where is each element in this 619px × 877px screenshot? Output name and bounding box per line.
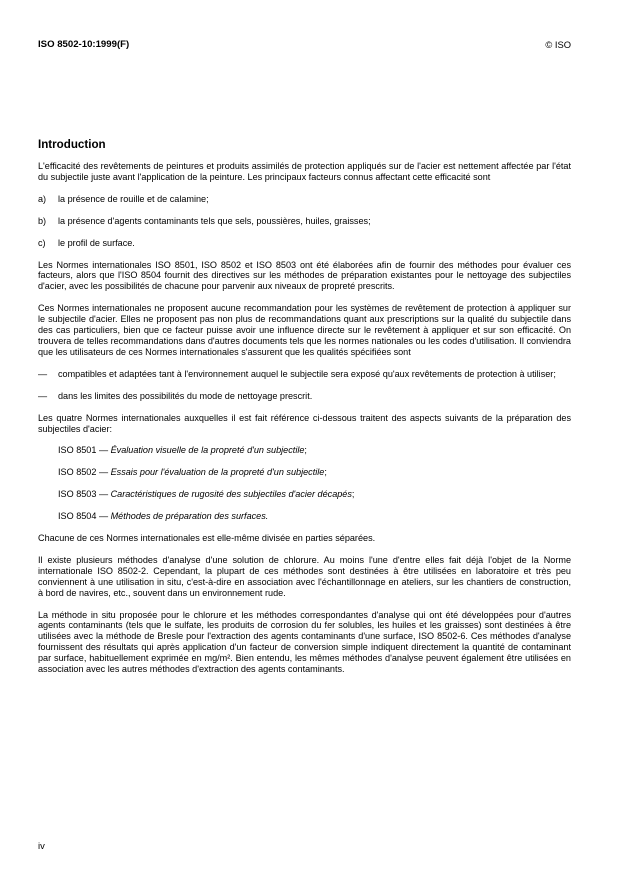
- dash-text: compatibles et adaptées tant à l'environnement auquel le subjectile sera exposé qu'aux revêtements de protection à utiliser;: [58, 368, 556, 379]
- paragraph: Ces Normes internationales ne proposent aucune recommandation pour les systèmes de revêtement de protection à appliquer sur le subjectile d'acier. Elles ne proposent pas non plus de recommandations quant aux prescriptions sur la qualité du subjectile dans des cas particuliers, bien que ce facteur puisse avoir une influence directe sur le revêtement à appliquer et sur son efficacité. On trouvera de telles recommandations dans d'autres documents tels que les normes nationales ou les codes d'utilisation. Il conviendra que les utilisateurs de ces Normes internationales s'assurent que les qualités spécifiées sont: [38, 303, 571, 357]
- standard-title: Caractéristiques de rugosité des subjectiles d'acier décapés: [110, 489, 352, 500]
- dash-item: [38, 369, 571, 380]
- list-item: [38, 238, 571, 249]
- standard-item: [58, 511, 571, 522]
- dash-item: [38, 391, 571, 402]
- standard-end: ;: [304, 445, 307, 456]
- standard-item: [58, 489, 571, 500]
- paragraph: Les quatre Normes internationales auxquelles il est fait référence ci-dessous traitent des aspects suivants de la préparation des subjectiles d'acier:: [38, 412, 571, 434]
- standard-code: ISO 8504 —: [58, 511, 111, 522]
- dash-text: dans les limites des possibilités du mode de nettoyage prescrit.: [58, 390, 313, 401]
- standard-code: ISO 8503 —: [58, 489, 111, 500]
- paragraph: La méthode in situ proposée pour le chlorure et les méthodes correspondantes d'analyse qui ont été développées pour d'autres agents contaminants (tels que le sulfate, les produits de corrosion du fer solubles, les huiles et les graisses) sont destinées à être utilisées avec la méthode de Bresle pour l'extraction des agents contaminants d'une surface, ISO 8502-6. Ces méthodes d'analyse fournissent des résultats qui après application d'un facteur de conversion simple indiquent directement la quantité de contaminant par surface, habituellement exprimée en mg/m². Bien entendu, les mêmes méthodes d'analyse peuvent également être utilisées en association avec les autres méthodes d'extraction des agents contaminants.: [38, 609, 571, 675]
- intro-paragraph: L'efficacité des revêtements de peintures et produits assimilés de protection appliqués sur de l'acier est nettement affectée par l'état du subjectile juste avant l'application de la peinture. Les principaux facteurs connus affectant cette efficacité sont: [38, 161, 571, 182]
- list-item: [38, 194, 571, 205]
- list-item: [38, 216, 571, 227]
- standard-end: ;: [351, 489, 355, 500]
- paragraph: Les Normes internationales ISO 8501, ISO 8502 et ISO 8503 ont été élaborées afin de fournir des méthodes pour évaluer ces facteurs, alors que l'ISO 8504 fournit des directives sur les méthodes de préparation existantes pour le nettoyage des subjectiles d'acier, avec les possibilités de chacune pour parvenir aux niveaux de propreté prescrits.: [38, 259, 571, 292]
- standard-end: ;: [324, 467, 327, 478]
- dash-label: —: [38, 390, 48, 401]
- standard-title: Méthodes de préparation des surfaces.: [110, 511, 269, 522]
- standard-title: Évaluation visuelle de la propreté d'un subjectile: [110, 445, 305, 456]
- standard-title: Essais pour l'évaluation de la propreté d'un subjectile: [110, 467, 325, 478]
- list-label: c): [38, 237, 46, 248]
- list-text: la présence d'agents contaminants tels que sels, poussières, huiles, graisses;: [58, 215, 371, 226]
- paragraph: Chacune de ces Normes internationales est elle-même divisée en parties séparées.: [38, 533, 376, 544]
- copyright-mark: © ISO: [545, 39, 571, 50]
- list-label: b): [38, 215, 47, 226]
- page-number: iv: [38, 840, 45, 851]
- list-text: la présence de rouille et de calamine;: [58, 193, 209, 204]
- dash-label: —: [38, 368, 48, 379]
- list-text: le profil de surface.: [58, 237, 135, 248]
- section-title: Introduction: [38, 138, 106, 151]
- document-body: [38, 138, 571, 686]
- list-label: a): [38, 193, 47, 204]
- standard-code: ISO 8501 —: [58, 445, 111, 456]
- standard-code: ISO 8502 —: [58, 467, 111, 478]
- document-number: ISO 8502-10:1999(F): [38, 39, 130, 50]
- paragraph: Il existe plusieurs méthodes d'analyse d'une solution de chlorure. Au moins l'une d'entre elles fait déjà l'objet de la Norme internationale ISO 8502-2. Cependant, la plupart de ces méthodes sont destinées à être utilisées en laboratoire et très peu conviennent à une utilisation in situ, c'est-à-dire en association avec l'échantillonnage en ateliers, sur les chantiers de construction, à bord de navires, etc., souvent dans un environnement rude.: [38, 554, 571, 598]
- standard-item: [58, 467, 571, 478]
- standard-item: [58, 445, 571, 456]
